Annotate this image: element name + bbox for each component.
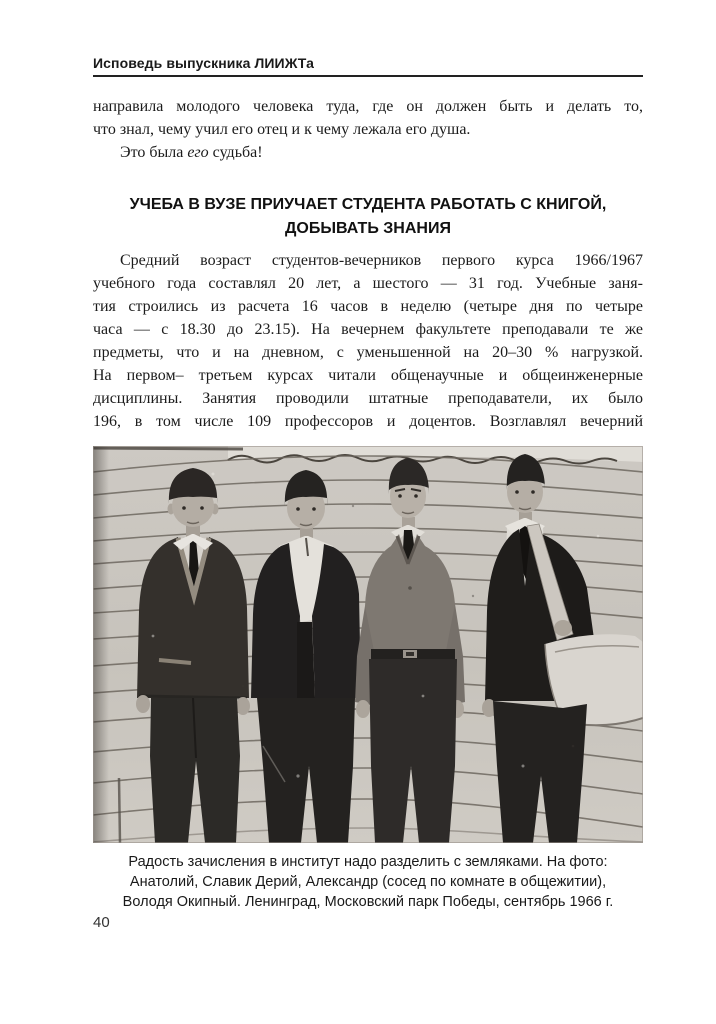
- group-photo: [93, 446, 643, 843]
- text-line: дисциплины. Занятия проводили штатные преподаватели, их было: [93, 390, 643, 407]
- text-line: часа — с 18.30 до 23.15). На вечернем факультете преподавали те же: [93, 321, 643, 338]
- text-line-emphasis: [93, 141, 643, 164]
- text-line: направила молодого человека туда, где он должен быть и делать то,: [93, 98, 643, 115]
- heading-line: ДОБЫВАТЬ ЗНАНИЯ: [285, 220, 451, 237]
- text-line: тия строились из расчета 16 часов в неделю (четыре дня по четыре: [93, 298, 643, 315]
- text-column: [93, 55, 643, 912]
- caption-line: Анатолий, Славик Дерий, Александр (сосед по комнате в общежитии),: [129, 874, 607, 890]
- group-photo-image: [93, 446, 643, 843]
- text-line: 196, в том числе 109 профессоров и доцентов. Возглавлял вечерний: [93, 413, 643, 430]
- section-heading: [93, 193, 643, 241]
- page-number: 40: [93, 914, 110, 931]
- emphasis-pre: Это была: [120, 144, 188, 161]
- text-line: что знал, чему учил его отец и к чему лежала его душа.: [93, 121, 471, 138]
- intro-paragraph: [93, 95, 643, 164]
- emphasis-italic: его: [187, 144, 209, 161]
- photo-caption: [93, 852, 643, 912]
- heading-line: УЧЕБА В ВУЗЕ ПРИУЧАЕТ СТУДЕНТА РАБОТАТЬ С КНИГОЙ,: [129, 196, 607, 213]
- caption-line: Радость зачисления в институт надо разделить с земляками. На фото:: [128, 854, 608, 870]
- text-line: На первом– третьем курсах читали общенаучные и общеинженерные: [93, 367, 643, 384]
- caption-line: Володя Окипный. Ленинград, Московский парк Победы, сентябрь 1966 г.: [122, 894, 614, 910]
- running-head: Исповедь выпускника ЛИИЖТа: [93, 55, 643, 77]
- text-line: учебного года составлял 20 лет, а шестого — 31 год. Учебные заня-: [93, 275, 643, 292]
- text-line: предметы, что и на дневном, с уменьшенной на 20–30 % нагрузкой.: [93, 344, 643, 361]
- body-paragraph: [93, 249, 643, 433]
- emphasis-post: судьба!: [208, 144, 263, 161]
- text-line: Средний возраст студентов-вечерников первого курса 1966/1967: [120, 252, 643, 269]
